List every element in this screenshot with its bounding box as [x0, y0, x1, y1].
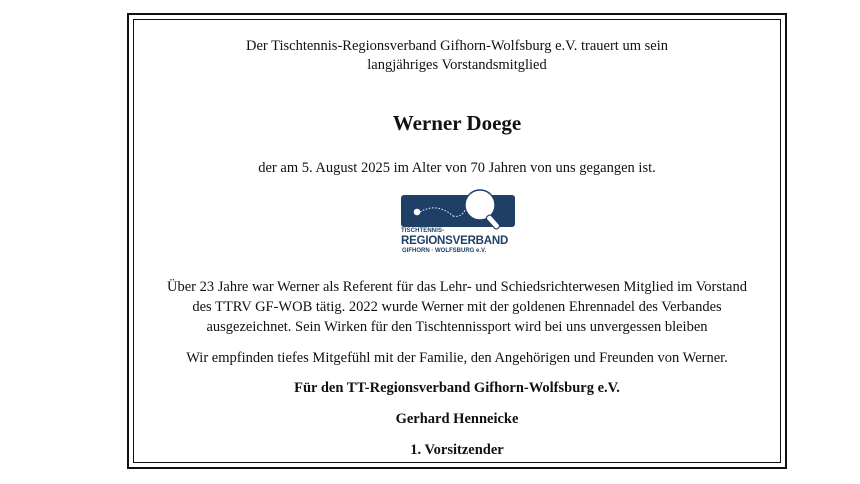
logo-text-sub: GIFHORN · WOLFSBURG e.V.	[402, 248, 487, 254]
bio-line-3: ausgezeichnet. Sein Wirken für den Tischtennissport wird bei uns unvergessen bleiben	[206, 319, 708, 335]
intro-line-2: langjähriges Vorstandsmitglied	[367, 57, 547, 73]
signoff-name: Gerhard Henneicke	[395, 411, 519, 427]
notice-border-outer	[127, 13, 787, 469]
logo-text-small: TISCHTENNIS-	[401, 228, 445, 234]
signoff-title: 1. Vorsitzender	[410, 442, 504, 458]
death-line: der am 5. August 2025 im Alter von 70 Jahren von uns gegangen ist.	[258, 160, 656, 176]
intro-line-1: Der Tischtennis-Regionsverband Gifhorn-Wolfsburg e.V. trauert um sein	[246, 38, 668, 54]
logo-text-main: REGIONSVERBAND	[401, 235, 509, 247]
sympathy-line: Wir empfinden tiefes Mitgefühl mit der Familie, den Angehörigen und Freunden von Werner.	[186, 350, 728, 366]
deceased-name: Werner Doege	[392, 111, 522, 135]
association-logo	[397, 188, 519, 260]
bio-line-1: Über 23 Jahre war Werner als Referent für das Lehr- und Schiedsrichterwesen Mitglied im Vorstand	[167, 279, 747, 295]
signoff-organization: Für den TT-Regionsverband Gifhorn-Wolfsburg e.V.	[294, 380, 620, 396]
bio-line-2: des TTRV GF-WOB tätig. 2022 wurde Werner mit der goldenen Ehrennadel des Verbandes	[192, 299, 722, 315]
